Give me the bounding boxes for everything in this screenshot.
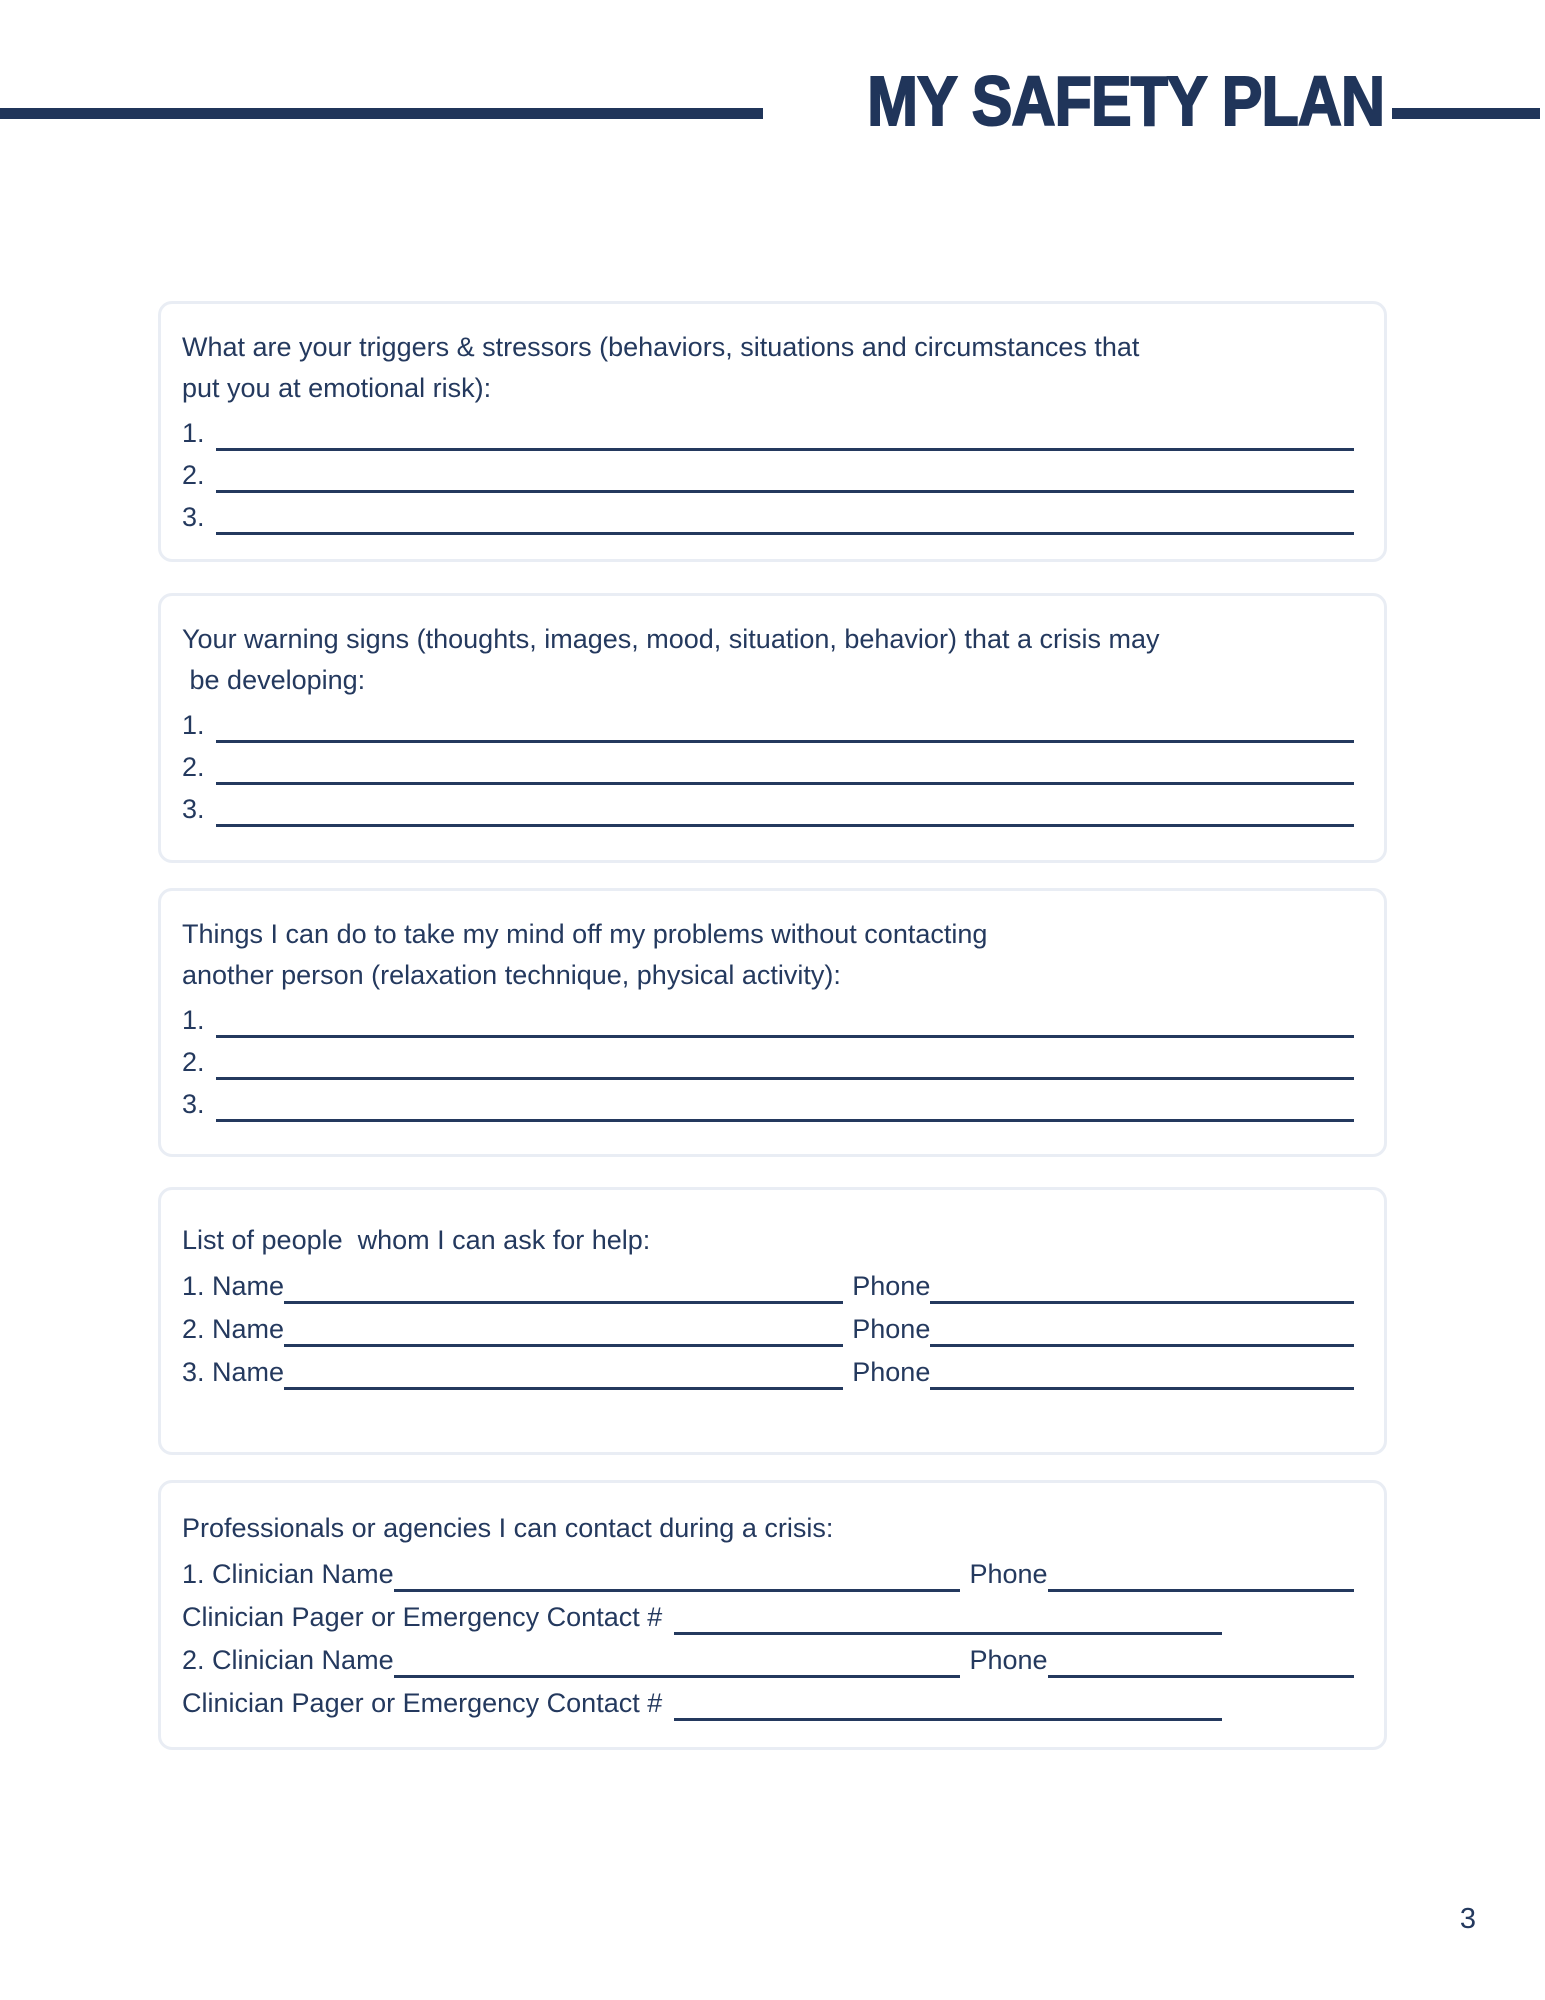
write-in-line [216, 1008, 1354, 1038]
name-write-in-line [284, 1360, 843, 1390]
item-number: 2. [182, 460, 205, 490]
phone-write-in-line [1048, 1562, 1354, 1592]
section-triggers [158, 301, 1387, 562]
triggers-blank-row-2 [182, 451, 1354, 493]
distractions-heading-line2: another person (relaxation technique, physical activity): [182, 960, 841, 990]
pager-label: Clinician Pager or Emergency Contact # [182, 1688, 663, 1718]
triggers-blank-row-1 [182, 409, 1354, 451]
item-number: 3. [182, 1089, 205, 1119]
write-in-line [216, 463, 1354, 493]
clinician-name-write-in-line [394, 1562, 961, 1592]
help-person-row-1 [182, 1261, 1354, 1304]
write-in-line [216, 713, 1354, 743]
clinician-name-label: 1. Clinician Name [182, 1559, 394, 1589]
item-number: 1. [182, 710, 205, 740]
section-warning-signs [158, 593, 1387, 863]
write-in-line [216, 797, 1354, 827]
phone-write-in-line [930, 1274, 1354, 1304]
triggers-heading-line2: put you at emotional risk): [182, 373, 492, 403]
distractions-blank-row-3 [182, 1080, 1354, 1122]
pager-write-in-line [674, 1691, 1222, 1721]
clinician-pager-row-2 [182, 1678, 1354, 1721]
clinician-pager-row-1 [182, 1592, 1354, 1635]
phone-label: Phone [969, 1559, 1048, 1589]
distractions-blank-row-2 [182, 1038, 1354, 1080]
warning-blank-row-2 [182, 743, 1354, 785]
item-number: 2. [182, 1047, 205, 1077]
pager-write-in-line [674, 1605, 1222, 1635]
write-in-line [216, 421, 1354, 451]
distractions-blank-row-1 [182, 996, 1354, 1038]
clinician-name-write-in-line [394, 1648, 961, 1678]
name-write-in-line [284, 1274, 843, 1304]
name-label: 1. Name [182, 1271, 285, 1301]
header-rule-left [0, 108, 763, 119]
item-number: 3. [182, 794, 205, 824]
phone-label: Phone [852, 1357, 931, 1387]
write-in-line [216, 1092, 1354, 1122]
clinician-name-label: 2. Clinician Name [182, 1645, 394, 1675]
help-person-row-3 [182, 1347, 1354, 1390]
phone-write-in-line [930, 1317, 1354, 1347]
professionals-heading: Professionals or agencies I can contact during a crisis: [182, 1513, 834, 1543]
warning-blank-row-3 [182, 785, 1354, 827]
phone-write-in-line [1048, 1648, 1354, 1678]
header-rule-right [1392, 108, 1540, 119]
clinician-row-2 [182, 1635, 1354, 1678]
page-title: MY SAFETY PLAN [867, 62, 1384, 140]
name-label: 2. Name [182, 1314, 285, 1344]
phone-label: Phone [852, 1314, 931, 1344]
clinician-row-1 [182, 1549, 1354, 1592]
triggers-blank-row-3 [182, 493, 1354, 535]
phone-label: Phone [969, 1645, 1048, 1675]
warning-heading-line2: be developing: [182, 665, 366, 695]
warning-heading-line1: Your warning signs (thoughts, images, mood, situation, behavior) that a crisis may [182, 624, 1160, 654]
help-people-heading: List of people whom I can ask for help: [182, 1225, 651, 1255]
name-label: 3. Name [182, 1357, 285, 1387]
phone-write-in-line [930, 1360, 1354, 1390]
item-number: 3. [182, 502, 205, 532]
phone-label: Phone [852, 1271, 931, 1301]
page-number: 3 [1459, 1903, 1477, 1935]
pager-label: Clinician Pager or Emergency Contact # [182, 1602, 663, 1632]
section-help-people [158, 1187, 1387, 1455]
name-write-in-line [284, 1317, 843, 1347]
item-number: 2. [182, 752, 205, 782]
triggers-heading-line1: What are your triggers & stressors (behaviors, situations and circumstances that [182, 332, 1140, 362]
section-distractions [158, 888, 1387, 1157]
write-in-line [216, 505, 1354, 535]
write-in-line [216, 755, 1354, 785]
write-in-line [216, 1050, 1354, 1080]
section-professionals [158, 1480, 1387, 1750]
item-number: 1. [182, 418, 205, 448]
warning-blank-row-1 [182, 701, 1354, 743]
distractions-heading-line1: Things I can do to take my mind off my problems without contacting [182, 919, 988, 949]
item-number: 1. [182, 1005, 205, 1035]
help-person-row-2 [182, 1304, 1354, 1347]
